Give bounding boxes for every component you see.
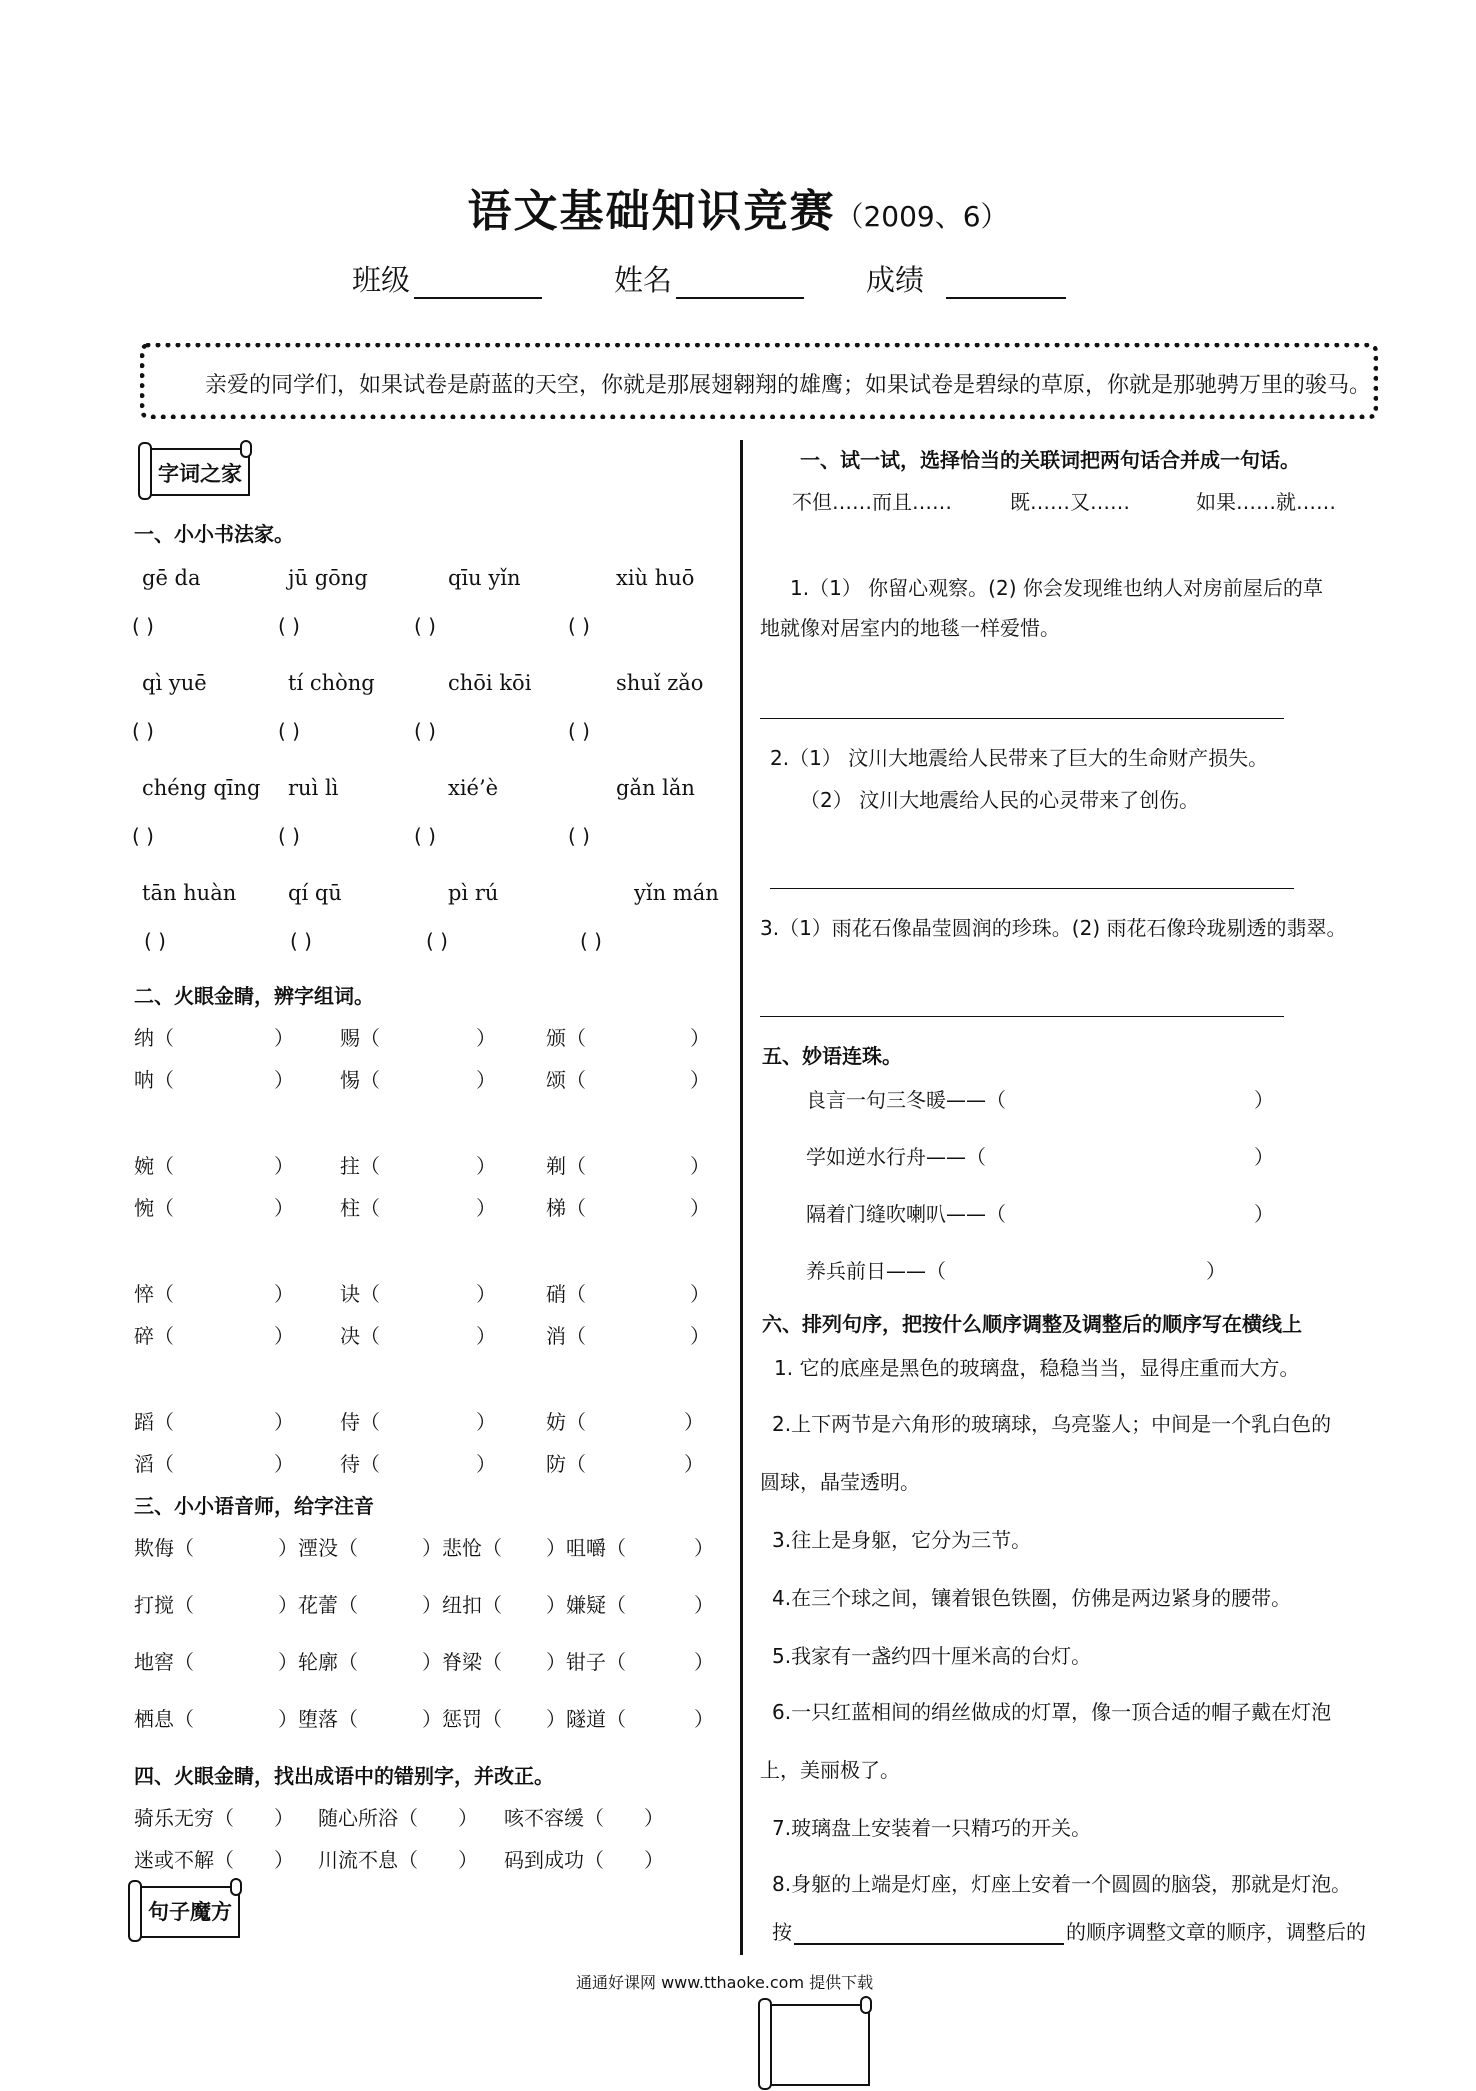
q3-answer-line[interactable] [760,1016,1284,1017]
char-item: 惋（ [134,1196,174,1220]
sentence-line: 8.身躯的上端是灯座，灯座上安着一个圆圆的脑袋，那就是灯泡。 [772,1872,1352,1896]
idiom-item: 码到成功（ [504,1848,604,1872]
char-item: 颂（ [546,1068,586,1092]
pinyin-text: chōi kōi [448,671,532,695]
pinyin-text: xié’è [448,776,499,800]
char-answer-close[interactable]: ） [476,1026,496,1050]
sentence-line: 1. 它的底座是黑色的玻璃盘，稳稳当当，显得庄重而大方。 [774,1356,1300,1380]
phonetic-item[interactable]: ）纽扣（ [422,1593,502,1617]
intro-box [140,343,1378,419]
q1-answer-line[interactable] [760,718,1284,719]
answer-paren[interactable]: ( ) [132,824,154,848]
q1-line-a: 1.（1） 你留心观察。(2) 你会发现维也纳人对房前屋后的草 [790,576,1323,600]
phonetic-item[interactable]: ）湮没（ [278,1536,358,1560]
answer-paren[interactable]: ( ) [290,929,312,953]
char-answer-close[interactable]: ） [684,1410,704,1434]
idiom-answer-close[interactable]: ） [644,1806,664,1830]
intro-text: 亲爱的同学们，如果试卷是蔚蓝的天空，你就是那展翅翱翔的雄鹰；如果试卷是碧绿的草原，你就是那驰骋万里的骏马。 [205,373,1372,398]
idiom-answer-close[interactable]: ） [458,1806,478,1830]
char-item: 滔（ [134,1452,174,1476]
answer-paren[interactable]: ( ) [426,929,448,953]
name-field: 姓名 [614,258,804,299]
answer-paren[interactable]: ( ) [278,719,300,743]
q2-line-b: （2） 汶川大地震给人民的心灵带来了创伤。 [800,788,1200,812]
pinyin-text: gē da [142,566,201,590]
char-answer-close[interactable]: ） [274,1282,294,1306]
char-item: 悴（ [134,1282,174,1306]
char-item: 婉（ [134,1154,174,1178]
char-item: 呐（ [134,1068,174,1092]
class-field: 班级 [352,258,542,299]
char-item: 硝（ [546,1282,586,1306]
char-answer-close[interactable]: ） [476,1452,496,1476]
r5-title: 五、妙语连珠。 [762,1044,902,1068]
sentence-line: 7.玻璃盘上安装着一只精巧的开关。 [772,1816,1092,1840]
answer-paren[interactable]: ( ) [278,824,300,848]
char-answer-close[interactable]: ） [274,1324,294,1348]
phonetic-item[interactable]: ）钳子（ [546,1650,626,1674]
q2-answer-line[interactable] [770,888,1294,889]
phonetic-item: 欺侮（ [134,1536,194,1560]
pinyin-text: tí chòng [288,671,375,695]
idiom-answer-close[interactable]: ） [644,1848,664,1872]
char-item: 防（ [546,1452,586,1476]
char-item: 决（ [340,1324,380,1348]
phonetic-item[interactable]: ） [694,1536,714,1560]
conj-option-3: 如果……就…… [1196,490,1336,514]
phonetic-item[interactable]: ）惩罚（ [422,1707,502,1731]
phonetic-item[interactable]: ）花蕾（ [278,1593,358,1617]
pinyin-text: pì rú [448,881,499,905]
answer-paren[interactable]: ( ) [580,929,602,953]
sentence-line: 2.上下两节是六角形的玻璃球，乌亮鉴人；中间是一个乳白色的 [772,1412,1332,1436]
char-answer-close[interactable]: ） [690,1068,710,1092]
phonetic-item[interactable]: ）隧道（ [546,1707,626,1731]
sentence-line: 4.在三个球之间，镶着银色铁圈，仿佛是两边紧身的腰带。 [772,1586,1292,1610]
idiom-answer-close[interactable]: ） [1254,1088,1274,1112]
pinyin-text: ruì lì [288,776,339,800]
idiom-item: 咳不容缓（ [504,1806,604,1830]
pinyin-text: qīu yǐn [448,566,521,590]
char-answer-close[interactable]: ） [690,1324,710,1348]
sentence-line: 6.一只红蓝相间的绢丝做成的灯罩，像一顶合适的帽子戴在灯泡 [772,1700,1332,1724]
pinyin-text: qí qū [288,881,342,905]
char-answer-close[interactable]: ） [690,1154,710,1178]
char-answer-close[interactable]: ） [476,1410,496,1434]
char-item: 剃（ [546,1154,586,1178]
char-item: 纳（ [134,1026,174,1050]
char-answer-close[interactable]: ） [690,1026,710,1050]
answer-paren[interactable]: ( ) [144,929,166,953]
char-answer-close[interactable]: ） [274,1410,294,1434]
title-main: 语文基础知识竞赛 [467,186,836,237]
pinyin-text: tān huàn [142,881,237,905]
sentence-line: 5.我家有一盏约四十厘米高的台灯。 [772,1644,1092,1668]
pinyin-text: shuǐ zǎo [616,671,704,695]
answer-paren[interactable]: ( ) [414,719,436,743]
footer-text: 通通好课网 www.tthaoke.com 提供下载 [576,1973,874,1992]
char-item: 诀（ [340,1282,380,1306]
char-item: 颁（ [546,1026,586,1050]
pinyin-text: chéng qīng [142,776,261,800]
s1-title: 一、小小书法家。 [134,522,294,546]
char-item: 待（ [340,1452,380,1476]
q2-line-a: 2.（1） 汶川大地震给人民带来了巨大的生命财产损失。 [770,746,1269,770]
idiom-answer-close[interactable]: ） [1254,1202,1274,1226]
badge-ciword: 字词之家 [142,448,250,496]
char-item: 梯（ [546,1196,586,1220]
idiom-answer-close[interactable]: ） [1206,1259,1226,1283]
title-date: （2009、6） [835,200,1009,233]
answer-paren[interactable]: ( ) [132,614,154,638]
pinyin-text: qì yuē [142,671,207,695]
phonetic-item[interactable]: ）轮廓（ [278,1650,358,1674]
char-item: 侍（ [340,1410,380,1434]
column-divider [740,440,743,1955]
char-answer-close[interactable]: ） [690,1282,710,1306]
char-item: 碎（ [134,1324,174,1348]
phonetic-item[interactable]: ）悲怆（ [422,1536,502,1560]
q3-line: 3.（1）雨花石像晶莹圆润的珍珠。(2) 雨花石像玲珑剔透的翡翠。 [760,916,1347,940]
r6-answer-blank[interactable] [794,1921,1064,1945]
char-item: 蹈（ [134,1410,174,1434]
pinyin-text: gǎn lǎn [616,776,695,800]
r6-answer: 按 的顺序调整文章的顺序，调整后的 [772,1920,1366,1944]
char-item: 惕（ [340,1068,380,1092]
char-answer-close[interactable]: ） [690,1196,710,1220]
phonetic-item: 打搅（ [134,1593,194,1617]
q1-line-b: 地就像对居室内的地毯一样爱惜。 [760,616,1060,640]
answer-paren[interactable]: ( ) [568,824,590,848]
char-answer-close[interactable]: ） [274,1154,294,1178]
char-item: 妨（ [546,1410,586,1434]
char-item: 柱（ [340,1196,380,1220]
answer-paren[interactable]: ( ) [414,614,436,638]
idiom-item: 川流不息（ [318,1848,418,1872]
char-item: 赐（ [340,1026,380,1050]
page-number-badge [762,2004,870,2086]
phonetic-item: 栖息（ [134,1707,194,1731]
conj-option-2: 既……又…… [1010,490,1130,514]
conj-option-1: 不但……而且…… [792,490,952,514]
char-answer-close[interactable]: ） [476,1282,496,1306]
char-answer-close[interactable]: ） [274,1026,294,1050]
pinyin-text: jū gōng [288,566,368,590]
idiom-prompt: 良言一句三冬暖——（ [806,1088,1006,1112]
char-answer-close[interactable]: ） [274,1196,294,1220]
char-answer-close[interactable]: ） [476,1324,496,1348]
idiom-answer-close[interactable]: ） [1254,1145,1274,1169]
char-answer-close[interactable]: ） [684,1452,704,1476]
phonetic-item[interactable]: ）咀嚼（ [546,1536,626,1560]
char-answer-close[interactable]: ） [274,1452,294,1476]
idiom-answer-close[interactable]: ） [274,1848,294,1872]
idiom-item: 随心所浴（ [318,1806,418,1830]
badge-sentence: 句子魔方 [132,1886,240,1938]
s4-title: 四、火眼金睛，找出成语中的错别字，并改正。 [134,1764,554,1788]
phonetic-item[interactable]: ）嫌疑（ [546,1593,626,1617]
answer-paren[interactable]: ( ) [414,824,436,848]
sentence-line: 上，美丽极了。 [760,1758,900,1782]
phonetic-item[interactable]: ） [694,1707,714,1731]
s3-title: 三、小小语音师，给字注音 [134,1494,374,1518]
idiom-item: 迷或不解（ [134,1848,234,1872]
phonetic-item[interactable]: ）堕落（ [278,1707,358,1731]
idiom-prompt: 隔着门缝吹喇叭——（ [806,1202,1006,1226]
idiom-item: 骑乐无穷（ [134,1806,234,1830]
idiom-answer-close[interactable]: ） [274,1806,294,1830]
char-answer-close[interactable]: ） [476,1154,496,1178]
pinyin-text: yǐn mán [634,881,719,905]
char-answer-close[interactable]: ） [476,1196,496,1220]
answer-paren[interactable]: ( ) [568,719,590,743]
phonetic-item[interactable]: ） [694,1650,714,1674]
sentence-line: 圆球，晶莹透明。 [760,1470,920,1494]
idiom-prompt: 养兵前日——（ [806,1259,946,1283]
idiom-prompt: 学如逆水行舟——（ [806,1145,986,1169]
char-answer-close[interactable]: ） [476,1068,496,1092]
answer-paren[interactable]: ( ) [278,614,300,638]
pinyin-text: xiù huō [616,566,695,590]
char-item: 拄（ [340,1154,380,1178]
phonetic-item[interactable]: ） [694,1593,714,1617]
char-item: 消（ [546,1324,586,1348]
char-answer-close[interactable]: ） [274,1068,294,1092]
s2-title: 二、火眼金睛，辨字组词。 [134,984,374,1008]
answer-paren[interactable]: ( ) [132,719,154,743]
phonetic-item[interactable]: ）脊梁（ [422,1650,502,1674]
phonetic-item: 地窖（ [134,1650,194,1674]
r6-title: 六、排列句序，把按什么顺序调整及调整后的顺序写在横线上 [762,1312,1302,1336]
idiom-answer-close[interactable]: ） [458,1848,478,1872]
sentence-line: 3.往上是身躯，它分为三节。 [772,1528,1032,1552]
page-title [0,175,1476,239]
answer-paren[interactable]: ( ) [568,614,590,638]
score-field: 成绩 [866,258,1066,299]
r1-title: 一、试一试，选择恰当的关联词把两句话合并成一句话。 [800,448,1300,472]
